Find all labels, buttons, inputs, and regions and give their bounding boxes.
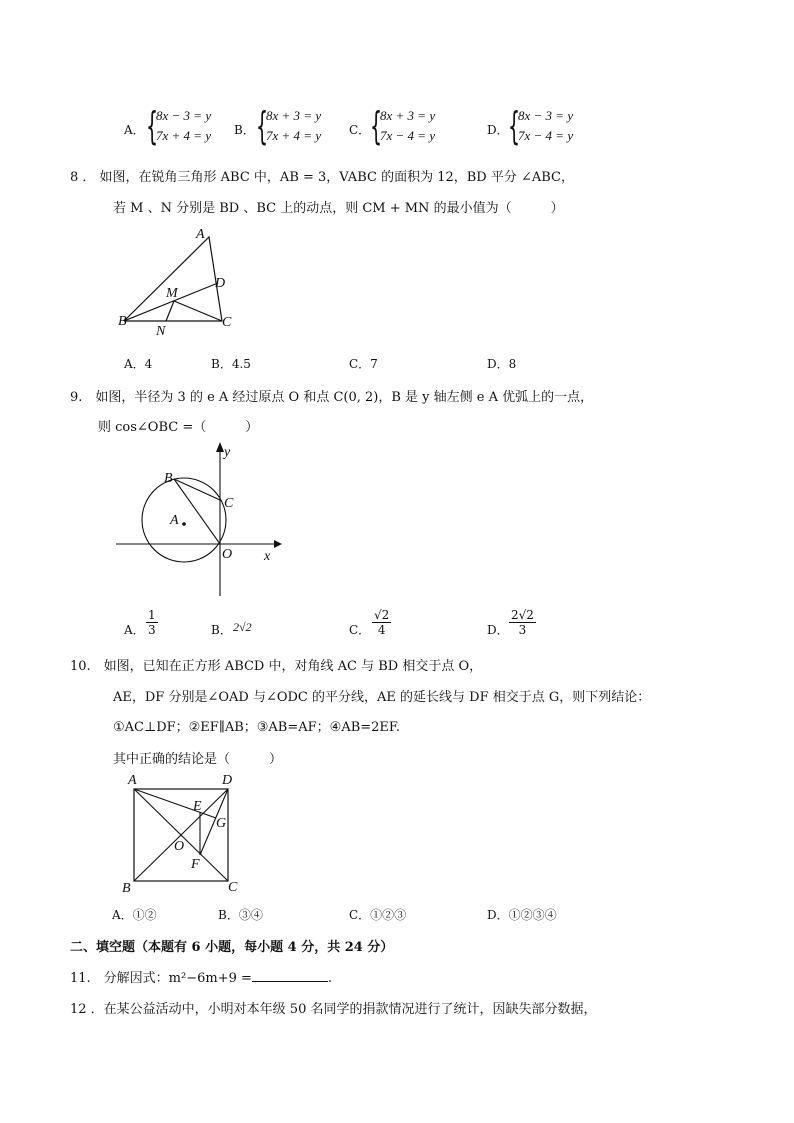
q7-option-c-system	[380, 106, 435, 146]
q8-label-a: A	[196, 227, 205, 242]
q8-line2: 若 M 、N 分别是 BD 、BC 上的动点，则 CM + MN 的最小值为（ ）	[113, 201, 564, 216]
q10-option-d: D．①②③④	[487, 908, 557, 922]
q10-option-a: A．①②	[112, 908, 157, 922]
q9-label-c: C	[224, 496, 234, 511]
q10-label-b: B	[122, 881, 131, 896]
q9-option-d-label: D．	[487, 623, 509, 637]
q9-option-c-den: 4	[377, 623, 386, 637]
q8-option-b: B．4.5	[211, 357, 251, 371]
q10-label-c: C	[228, 880, 238, 895]
q7-option-b-system	[266, 106, 321, 146]
q9-line2: 则 cos∠OBC =（ ）	[98, 420, 259, 435]
q7-option-d-brace: {	[508, 104, 521, 148]
q7-option-d-eq2: 7x − 4 = y	[518, 128, 574, 143]
q9-option-a-num: 1	[148, 608, 156, 622]
q10-line1: 10. 如图，已知在正方形 ABCD 中，对角线 AC 与 BD 相交于点 O，	[70, 659, 483, 674]
q7-option-a-brace: {	[146, 104, 159, 148]
q11-line	[70, 967, 332, 986]
q8-label-n: N	[156, 324, 166, 339]
q9-option-b-label: B．	[211, 623, 232, 637]
q7-option-b-brace: {	[256, 104, 269, 148]
q8-label-d: D	[215, 276, 226, 291]
q11-answer-blank	[252, 969, 328, 982]
q7-option-d-label: D．	[487, 123, 509, 137]
q7-option-a-eq2: 7x + 4 = y	[156, 128, 212, 143]
q9-option-a-fraction	[146, 608, 158, 637]
q8-option-d: D．8	[487, 357, 517, 371]
q7-option-d-eq1: 8x − 3 = y	[518, 108, 574, 123]
q9-label-b: B	[164, 471, 173, 486]
q9-option-c-label: C．	[349, 623, 371, 637]
q9-y-axis-arrow	[216, 442, 224, 452]
q7-option-c-eq2: 7x − 4 = y	[380, 128, 436, 143]
q9-option-d-fraction	[509, 608, 536, 637]
q8-option-c: C．7	[349, 357, 378, 371]
q7-option-b-eq2: 7x + 4 = y	[266, 128, 322, 143]
q8-triangle-figure	[112, 224, 262, 339]
q9-label-a: A	[170, 513, 179, 528]
q9-option-a-den: 3	[148, 623, 156, 637]
q9-option-a-label: A．	[124, 623, 145, 637]
q7-option-a-system	[156, 106, 211, 146]
q7-option-a-eq1: 8x − 3 = y	[156, 108, 212, 123]
q10-square-figure	[112, 770, 252, 898]
q10-line4: 其中正确的结论是（ ）	[113, 752, 283, 767]
q10-label-d: D	[222, 773, 233, 788]
q10-segment-ag	[134, 789, 216, 818]
q9-label-x: x	[264, 549, 271, 564]
q9-label-o: O	[222, 547, 233, 562]
q10-label-a: A	[128, 773, 137, 788]
q10-label-o: O	[174, 839, 185, 854]
q8-segment-mc	[174, 301, 222, 321]
q8-option-a: A．4	[124, 357, 153, 371]
q11-suffix: .	[327, 971, 333, 986]
q11-prefix: 11. 分解因式：m²−6m+9 =	[70, 971, 252, 986]
q9-option-d-num: 2√2	[511, 608, 534, 622]
q9-x-axis-arrow	[274, 540, 282, 548]
q10-label-g: G	[216, 816, 227, 831]
q10-label-e: E	[193, 799, 202, 814]
q9-segment-bo	[174, 479, 220, 544]
q7-option-c-label: C．	[349, 123, 371, 137]
q7-option-c-brace: {	[370, 104, 383, 148]
q8-triangle-abc	[124, 237, 222, 321]
section2-title: 二、填空题（本题有 6 小题，每小题 4 分，共 24 分）	[70, 940, 394, 955]
q9-line1: 9. 如图，半径为 3 的 e A 经过原点 O 和点 C(0, 2)，B 是 y 轴左侧 e A 优弧上的一点，	[70, 390, 594, 405]
q7-option-c-eq1: 8x + 3 = y	[380, 108, 436, 123]
q9-option-c-fraction	[372, 608, 391, 637]
q10-option-c: C．①②③	[349, 908, 407, 922]
q7-option-b-eq1: 8x + 3 = y	[266, 108, 322, 123]
q10-label-f: F	[191, 857, 200, 872]
q8-label-c: C	[222, 315, 232, 330]
q10-option-b: B．③④	[218, 908, 263, 922]
q7-option-d-system	[518, 106, 573, 146]
q12-line1: 12 ．在某公益活动中，小明对本年级 50 名同学的捐款情况进行了统计，因缺失部分数据，	[70, 1002, 597, 1017]
q9-circle-a	[142, 478, 226, 562]
q7-option-b-label: B．	[234, 123, 255, 137]
q9-circle-figure	[112, 440, 282, 600]
q8-label-b: B	[118, 314, 127, 329]
q9-center-dot	[182, 522, 186, 526]
q8-label-m: M	[166, 286, 178, 301]
q10-line3: ①AC⊥DF；②EF∥AB；③AB=AF；④AB=2EF.	[113, 720, 401, 735]
q9-option-d-den: 3	[518, 623, 527, 637]
q9-option-c-num: √2	[374, 608, 390, 622]
q10-line2: AE，DF 分别是∠OAD 与∠ODC 的平分线，AE 的延长线与 DF 相交于点 G，则下列结论：	[113, 690, 651, 705]
q9-option-b-value: 2√2	[233, 620, 252, 634]
q7-option-a-label: A．	[124, 123, 145, 137]
q8-line1: 8 ． 如图，在锐角三角形 ABC 中，AB = 3，VABC 的面积为 12，BD 平分 ∠ABC，	[70, 170, 575, 185]
q9-label-y: y	[224, 445, 231, 460]
